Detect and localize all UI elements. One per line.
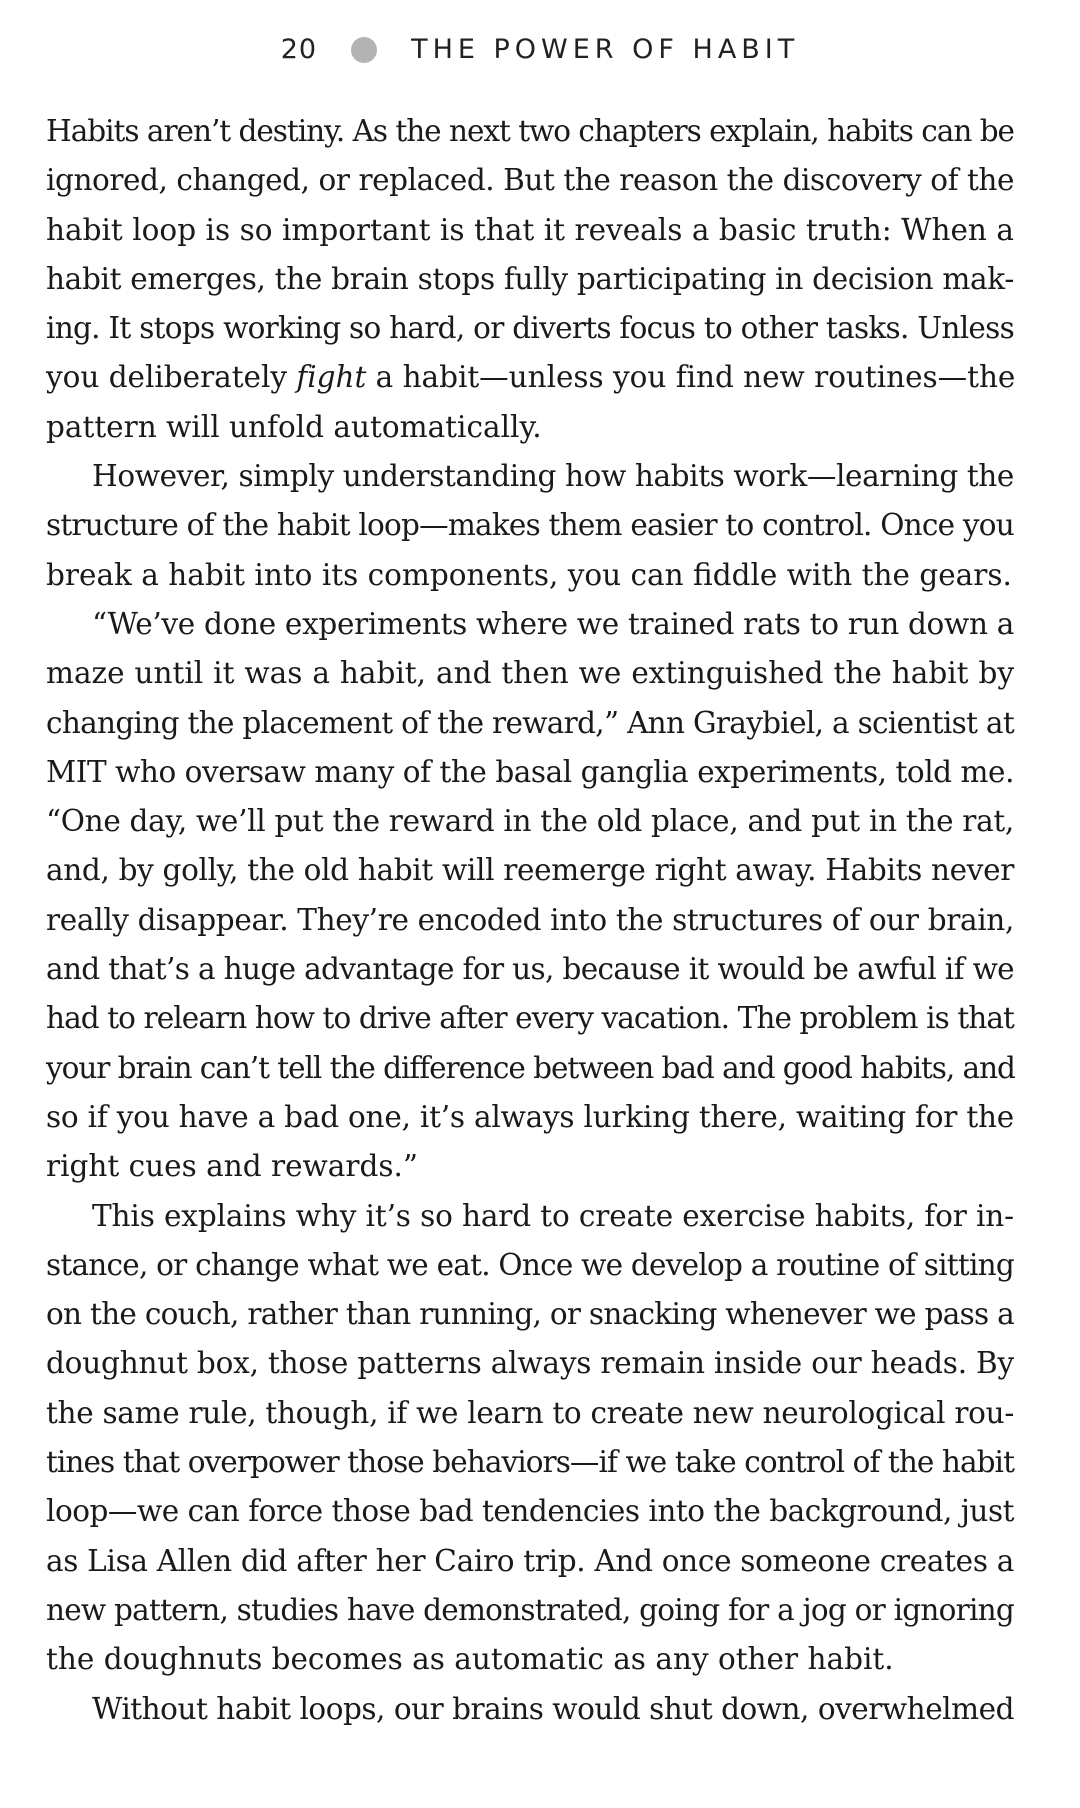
text-line: tines that overpower those behaviors—if we take control of the habit [46, 1445, 1014, 1480]
text-line: really disappear. They’re encoded into the structures of our brain, [46, 902, 1014, 937]
running-title: THE POWER OF HABIT [411, 34, 800, 65]
text-line: loop—we can force those bad tendencies into the background, just [46, 1494, 1014, 1529]
text-line: This explains why it’s so hard to create exercise habits, for in- [92, 1198, 1014, 1233]
paragraph [46, 107, 1014, 452]
text-line: ing. It stops working so hard, or diverts focus to other tasks. Unless [46, 311, 1014, 346]
text-line: pattern will unfold automatically. [46, 409, 542, 444]
page-header [0, 34, 1080, 65]
text-line: new pattern, studies have demonstrated, going for a jog or ignoring [46, 1592, 1014, 1627]
text-line: However, simply understanding how habits work—learning the [92, 459, 1015, 494]
text-line: had to relearn how to drive after every vacation. The problem is that [46, 1001, 1014, 1036]
text-line: right cues and rewards.” [46, 1149, 418, 1184]
text-line: habit emerges, the brain stops fully participating in decision mak- [46, 261, 1014, 296]
text-line: maze until it was a habit, and then we extinguished the habit by [46, 656, 1014, 691]
text-line: Habits aren’t destiny. As the next two chapters explain, habits can be [46, 114, 1014, 148]
text-line: the doughnuts becomes as automatic as any other habit. [46, 1642, 894, 1677]
text-line: changing the placement of the reward,” Ann Graybiel, a scientist at [46, 705, 1014, 740]
body-text [46, 107, 1014, 1734]
text-line: “We’ve done experiments where we trained rats to run down a [92, 606, 1014, 641]
text-run: a habit—unless you find new routines—the [366, 360, 1016, 395]
paragraph [46, 1192, 1014, 1685]
text-line: habit loop is so important is that it reveals a basic truth: When a [46, 212, 1014, 247]
paragraph [46, 452, 1014, 600]
paragraph [46, 1685, 1014, 1734]
text-line: your brain can’t tell the difference between bad and good habits, and [46, 1050, 1015, 1085]
paragraph [46, 600, 1014, 1192]
text-line: structure of the habit loop—makes them easier to control. Once you [46, 508, 1014, 543]
text-line: MIT who oversaw many of the basal ganglia experiments, told me. [46, 754, 1014, 789]
text-line: break a habit into its components, you can fiddle with the gears. [46, 557, 1012, 592]
text-line: doughnut box, those patterns always remain inside our heads. By [46, 1346, 1014, 1381]
text-line: and, by golly, the old habit will reemerge right away. Habits never [46, 853, 1014, 888]
italic-emphasis: fight [296, 360, 367, 395]
text-line: and that’s a huge advantage for us, because it would be awful if we [46, 952, 1014, 987]
text-line: “One day, we’ll put the reward in the old place, and put in the rat, [46, 804, 1014, 839]
text-line: on the couch, rather than running, or snacking whenever we pass a [46, 1297, 1014, 1332]
text-line: the same rule, though, if we learn to create new neurological rou- [46, 1395, 1014, 1430]
text-line [46, 353, 1014, 402]
separator-dot-icon [351, 37, 377, 63]
text-line: stance, or change what we eat. Once we develop a routine of sitting [46, 1247, 1014, 1282]
text-line: as Lisa Allen did after her Cairo trip. And once someone creates a [46, 1543, 1014, 1578]
text-run: you deliberately [46, 360, 297, 395]
text-line: so if you have a bad one, it’s always lurking there, waiting for the [46, 1099, 1014, 1134]
text-line: ignored, changed, or replaced. But the reason the discovery of the [46, 163, 1014, 198]
text-line: Without habit loops, our brains would shut down, overwhelmed [92, 1691, 1014, 1726]
page-number: 20 [280, 34, 318, 65]
